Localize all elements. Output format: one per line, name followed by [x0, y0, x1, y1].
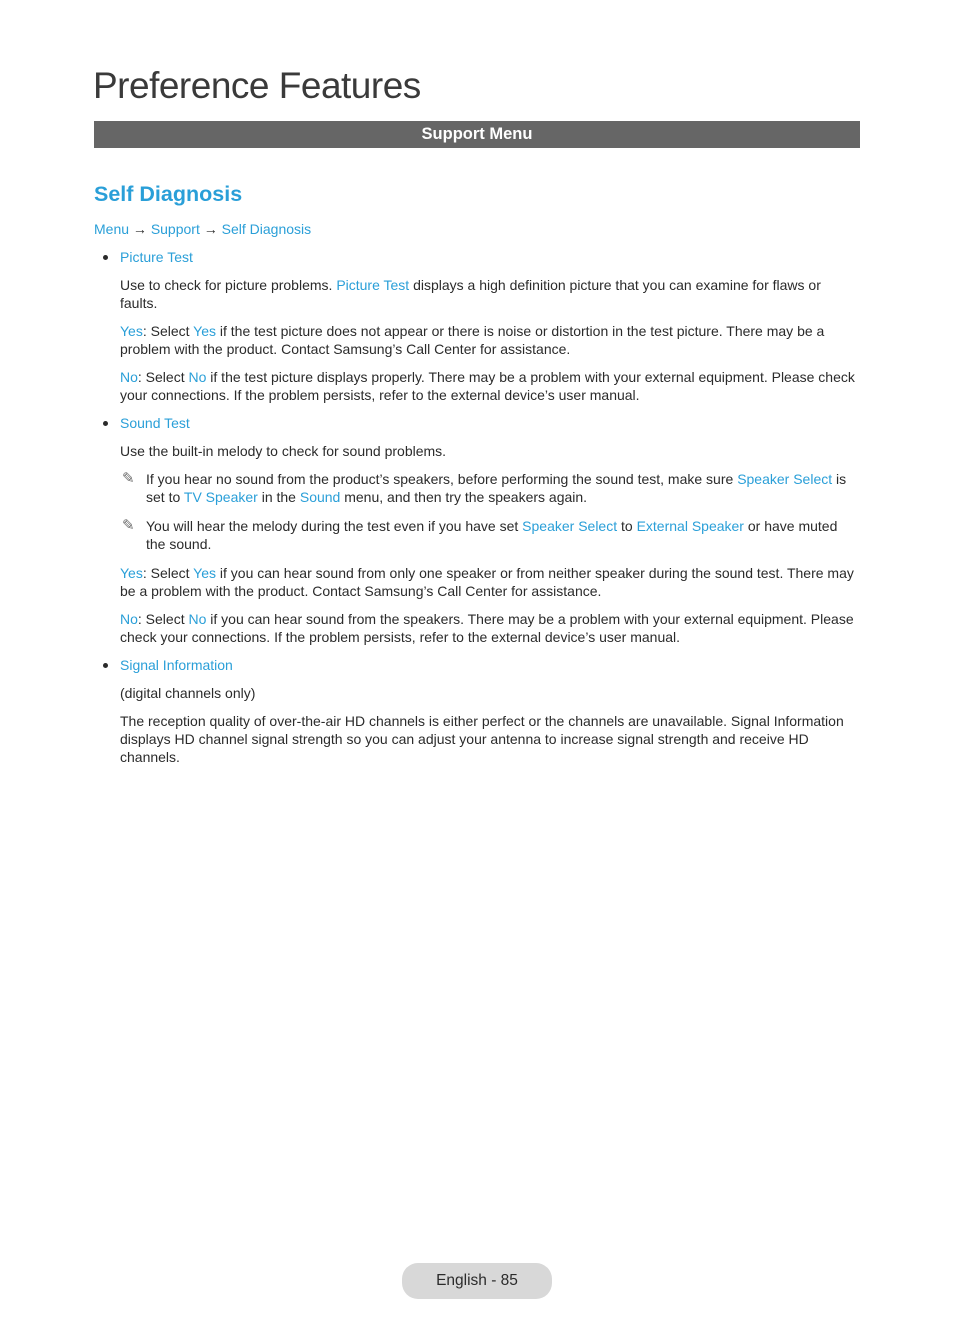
text-fragment: if the test picture displays properly. There may be a problem with your external equipment. Please check your connections. If the problem persists, refer to the external device’s user manual. — [120, 369, 855, 403]
text-fragment: displays a high definition picture that you can examine for flaws or faults. — [120, 277, 821, 311]
yes-option-label[interactable]: Yes — [120, 565, 143, 581]
sound-test-note-1 — [122, 470, 860, 506]
speaker-select-link[interactable]: Speaker Select — [737, 471, 833, 487]
yes-option-label[interactable]: Yes — [120, 323, 143, 339]
text-fragment: to — [617, 518, 637, 534]
text-fragment: if the test picture does not appear or there is noise or distortion in the test picture. There may be a problem with the product. Contact Samsung’s Call Center for assistance. — [120, 323, 825, 357]
section-header-bar: Support Menu — [94, 121, 860, 148]
picture-test-yes-option — [120, 322, 860, 358]
text-fragment: if you can hear sound from the speakers. There may be a problem with your external equipment. Please check your connections. If the problem persists, refer to the external device’s user manual. — [120, 611, 854, 645]
list-item-signal-information — [94, 656, 860, 674]
yes-option-inline[interactable]: Yes — [193, 565, 217, 581]
sound-test-yes-option — [120, 564, 860, 600]
text-fragment: : Select — [137, 611, 189, 627]
text-fragment: in the — [257, 489, 300, 505]
breadcrumb-self-diagnosis-link[interactable]: Self Diagnosis — [221, 221, 312, 237]
text-fragment: : Select — [137, 369, 189, 385]
breadcrumb-arrow: → — [199, 221, 222, 237]
no-option-inline[interactable]: No — [188, 369, 207, 385]
page-number-badge: English - 85 — [402, 1263, 552, 1299]
picture-test-link[interactable]: Picture Test — [120, 249, 193, 265]
breadcrumb-arrow: → — [129, 221, 151, 237]
text-fragment: is set to — [146, 471, 847, 505]
signal-information-qualifier: (digital channels only) — [120, 685, 256, 701]
yes-option-inline[interactable]: Yes — [193, 323, 217, 339]
list-item-sound-test — [94, 414, 860, 432]
list-item-picture-test — [94, 248, 860, 266]
text-fragment: or have muted the sound. — [146, 518, 838, 552]
tv-speaker-link[interactable]: TV Speaker — [183, 489, 258, 505]
sound-test-no-option — [120, 610, 860, 646]
external-speaker-link[interactable]: External Speaker — [636, 518, 744, 534]
no-option-label[interactable]: No — [120, 369, 138, 385]
sound-test-note-2 — [122, 517, 860, 553]
content-body — [94, 220, 860, 776]
text-fragment: : Select — [142, 323, 194, 339]
text-fragment: You will hear the melody during the test even if you have set — [146, 518, 523, 534]
sound-test-link[interactable]: Sound Test — [120, 415, 190, 431]
pencil-note-icon: ✎ — [122, 517, 135, 534]
breadcrumb — [94, 220, 860, 238]
text-fragment: If you hear no sound from the product’s speakers, before performing the sound test, make sure — [146, 471, 738, 487]
speaker-select-link[interactable]: Speaker Select — [522, 518, 618, 534]
text-fragment: : Select — [142, 565, 194, 581]
pencil-note-icon: ✎ — [122, 470, 135, 487]
section-heading: Self Diagnosis — [94, 182, 243, 206]
picture-test-no-option — [120, 368, 860, 404]
text-fragment: menu, and then try the speakers again. — [340, 489, 588, 505]
no-option-inline[interactable]: No — [188, 611, 207, 627]
no-option-label[interactable]: No — [120, 611, 138, 627]
page-title: Preference Features — [93, 65, 421, 106]
text-fragment: Use to check for picture problems. — [120, 277, 337, 293]
sound-test-description: Use the built-in melody to check for sound problems. — [120, 443, 447, 459]
picture-test-inline-link[interactable]: Picture Test — [336, 277, 410, 293]
text-fragment: if you can hear sound from only one speaker or from neither speaker during the sound test. There may be a problem with the product. Contact Samsung’s Call Center for assistance. — [120, 565, 854, 599]
picture-test-description — [120, 276, 860, 312]
sound-menu-link[interactable]: Sound — [299, 489, 341, 505]
breadcrumb-support-link[interactable]: Support — [150, 221, 200, 237]
signal-information-description: The reception quality of over-the-air HD channels is either perfect or the channels are unavailable. Signal Information displays HD channel signal strength so you can adjust your antenna to increase signal strength and receive HD channels. — [120, 713, 844, 765]
signal-information-link[interactable]: Signal Information — [120, 657, 233, 673]
breadcrumb-menu-link[interactable]: Menu — [94, 221, 130, 237]
